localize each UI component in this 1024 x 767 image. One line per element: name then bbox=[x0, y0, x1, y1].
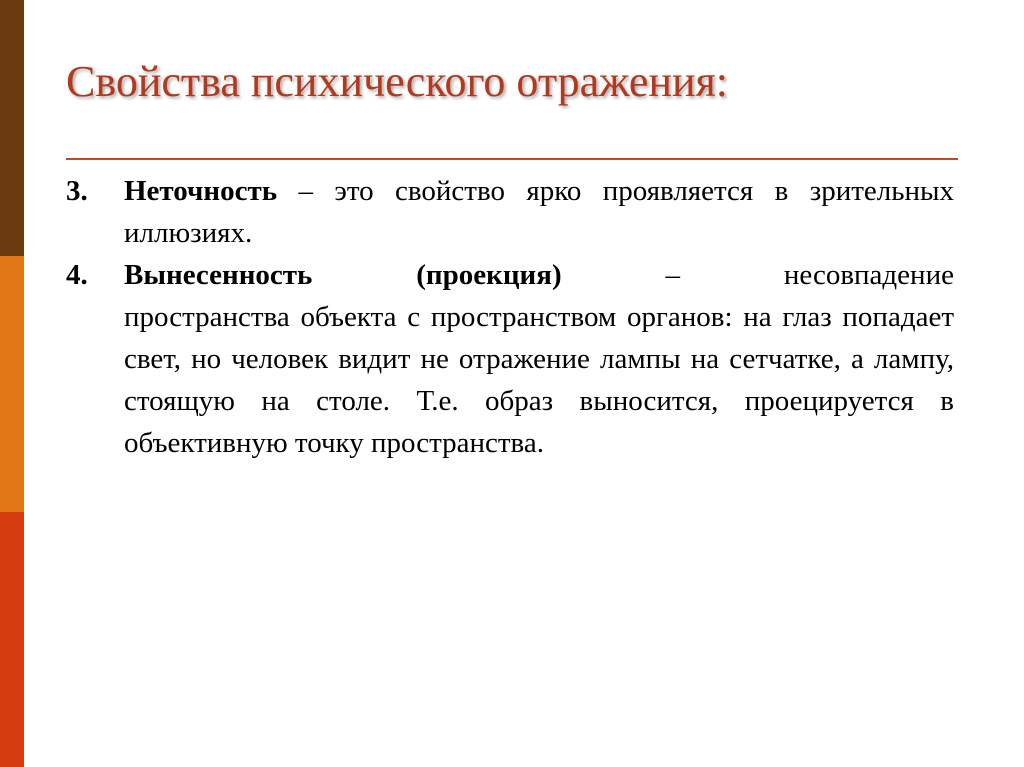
list-item-term: Неточность bbox=[124, 175, 278, 207]
decor-bar-top bbox=[0, 0, 24, 256]
list-item-text: пространства объекта с пространством органов: на глаз попадает свет, но человек видит не отражение лампы на сетчатке, а лампу, стоящую на столе. Т.е. образ выносится, проецируется в объективную точку пространства. bbox=[124, 301, 954, 459]
list-item-term-extra: (проекция) bbox=[416, 259, 562, 291]
slide-content bbox=[66, 170, 954, 464]
title-divider bbox=[66, 158, 958, 160]
list-item-first-line bbox=[124, 254, 954, 296]
list-item-text: – это свойство ярко проявляется в зрительных иллюзиях. bbox=[124, 175, 954, 249]
slide-title: Свойства психического отражения: bbox=[66, 57, 729, 106]
list-item-body bbox=[124, 254, 954, 464]
list-item bbox=[66, 170, 954, 254]
decor-bar-bottom bbox=[0, 512, 24, 767]
list-item-number: 3. bbox=[66, 175, 88, 207]
list-item-term: Вынесенность bbox=[124, 259, 313, 291]
list-item-body bbox=[124, 170, 954, 254]
list-item-dash: – bbox=[665, 259, 680, 291]
decor-bar-middle bbox=[0, 256, 24, 512]
list-item-first-word: несовпадение bbox=[783, 259, 954, 291]
list-item-number: 4. bbox=[66, 259, 88, 291]
list-item bbox=[66, 254, 954, 464]
